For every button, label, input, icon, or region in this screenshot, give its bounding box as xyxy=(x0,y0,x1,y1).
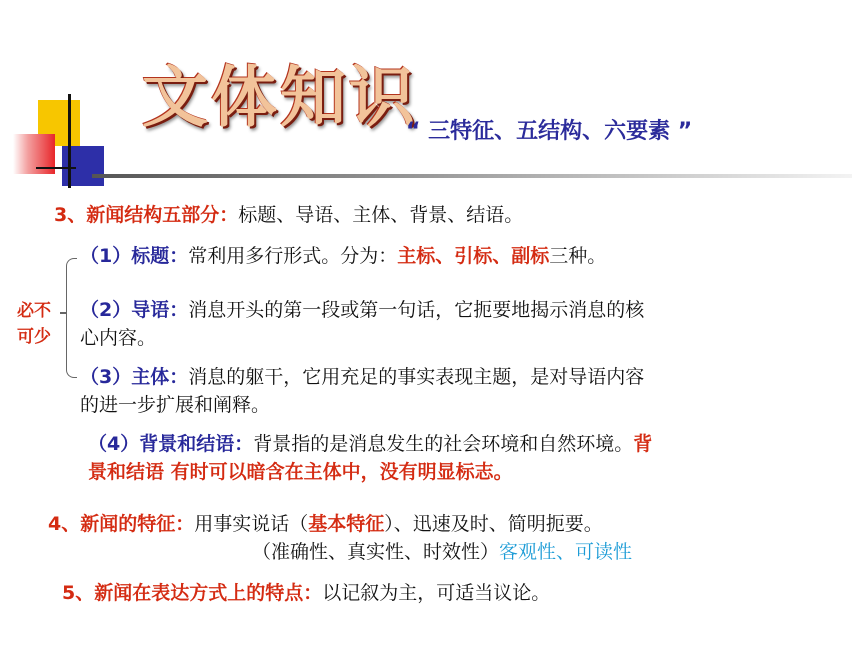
section-3-line xyxy=(54,201,523,229)
section-3-text: 标题、导语、主体、背景、结语。 xyxy=(238,204,524,226)
section-4-text-end: ）、迅速及时、简明扼要。 xyxy=(384,513,603,535)
item-2-label: （2）导语： xyxy=(80,299,189,321)
section-4-text: 用事实说话（ xyxy=(194,513,309,535)
item-4-label: （4）背景和结语： xyxy=(88,433,254,455)
section-4-line-1 xyxy=(48,510,603,538)
page-title: 文体知识 xyxy=(142,58,418,136)
item-2-line-1 xyxy=(80,296,644,324)
item-1-label: （1）标题： xyxy=(80,245,189,267)
brace xyxy=(66,258,77,378)
section-4-label: 4、新闻的特征： xyxy=(48,513,195,535)
section-5-line xyxy=(62,579,550,607)
item-1-line xyxy=(80,242,606,270)
section-4-line-2 xyxy=(252,538,632,566)
section-4-sub-cyan: 客观性、可读性 xyxy=(499,541,633,563)
item-1-text-end: 三种。 xyxy=(549,245,607,267)
item-4-line-1 xyxy=(88,430,652,458)
item-4-highlight-start: 背 xyxy=(633,433,653,455)
side-label: 必不可少 xyxy=(17,301,51,347)
page-subtitle: “ 三特征、五结构、六要素 ” xyxy=(406,119,693,144)
section-4-highlight: 基本特征 xyxy=(308,513,385,535)
decor-vertical-line xyxy=(68,94,71,188)
item-2-line-2: 心内容。 xyxy=(80,327,157,349)
section-4-sub-text: （准确性、真实性、时效性） xyxy=(252,541,500,563)
item-3-line-2: 的进一步扩展和阐释。 xyxy=(80,394,271,416)
item-1-highlight: 主标、引标、副标 xyxy=(397,245,550,267)
item-4-line-2: 景和结语 有时可以暗含在主体中，没有明显标志。 xyxy=(88,461,513,483)
item-1-text: 常利用多行形式。分为： xyxy=(188,245,398,267)
section-3-label: 3、新闻结构五部分： xyxy=(54,204,239,226)
item-4-text: 背景指的是消息发生的社会环境和自然环境。 xyxy=(253,433,634,455)
item-3-text: 消息的躯干，它用充足的事实表现主题，是对导语内容 xyxy=(188,366,645,388)
title-underline-rule xyxy=(92,174,852,178)
item-3-label: （3）主体： xyxy=(80,366,189,388)
section-5-text: 以记叙为主，可适当议论。 xyxy=(322,582,551,604)
section-5-label: 5、新闻在表达方式上的特点： xyxy=(62,582,323,604)
item-2-text: 消息开头的第一段或第一句话，它扼要地揭示消息的核 xyxy=(188,299,645,321)
decor-horizontal-line xyxy=(36,167,76,169)
item-3-line-1 xyxy=(80,363,644,391)
